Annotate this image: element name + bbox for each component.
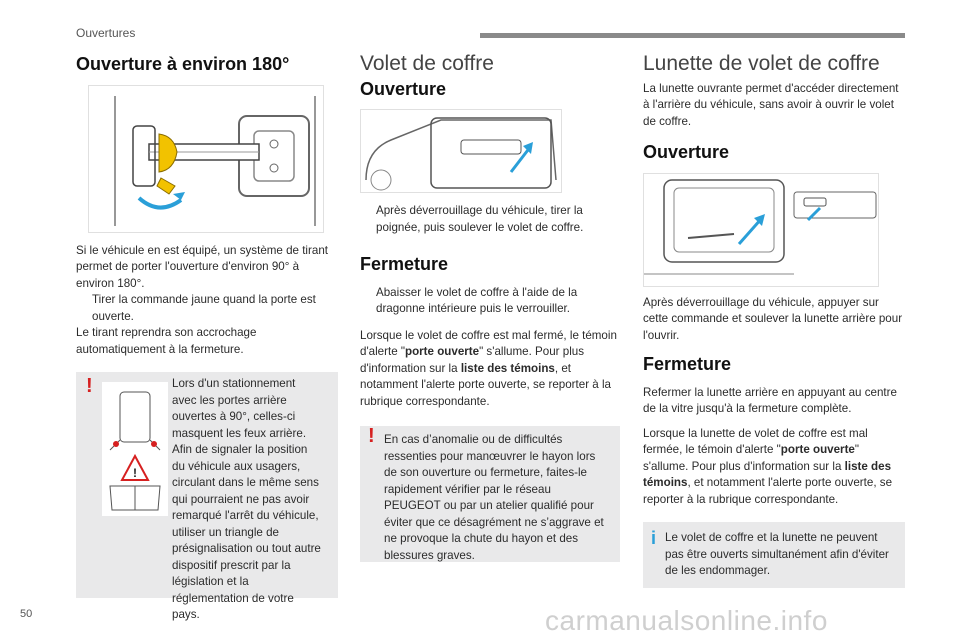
rear-window-opening-text: Après déverrouillage du véhicule, appuyer sur cette commande et soulever la lunette arrière pour l'ouvrir. xyxy=(643,295,903,342)
header-section-label: Ouvertures xyxy=(76,26,136,40)
warning-text-tailgate: En cas d’anomalie ou de difficultés ressenties pour manœuvrer le hayon lors de son ouverture ou fermeture, faites-le rapidement vérifier par le réseau PEUGEOT ou par un atelier qualifié pour éviter que ce désagrément ne s’aggrave et ne provoque la chute du hayon et des blessures graves. xyxy=(384,433,604,562)
parked-van-illustration xyxy=(102,382,168,516)
watermark: carmanualsonline.info xyxy=(545,605,828,636)
rear-window-door-open-alert xyxy=(643,426,905,509)
warning-icon: ! xyxy=(368,425,375,447)
rear-window-button-drawing xyxy=(644,174,878,286)
info-icon: i xyxy=(651,528,657,548)
bold-door-open: porte ouverte xyxy=(405,345,480,358)
warning-text-rear-lights: Lors d'un stationnement avec les portes arrière ouvertes à 90°, celles-ci masquent les feux arrière. Afin de signaler la position du véhicule aux usagers, circulant dans le même sens qui pourraient ne pas avoir remarqué l'arrêt du véhicule, utiliser un triangle de présignalisation ou tout autre dispositif prescrit par la législation et la réglementation de votre pays. xyxy=(172,377,321,621)
bold-warning-lamps-list: liste des témoins xyxy=(460,361,555,375)
info-box-simultaneous-opening xyxy=(643,522,905,588)
svg-text:!: ! xyxy=(133,466,137,480)
column-tailgate xyxy=(360,52,620,562)
page-number: 50 xyxy=(20,608,33,620)
door-180-intro: Si le véhicule en est équipé, un système de tirant permet de porter l'ouverture d'environ 90° à environ 180°. xyxy=(76,243,328,290)
warning-icon: ! xyxy=(86,375,93,397)
tailgate-handle-drawing xyxy=(361,110,561,192)
column-door-opening xyxy=(76,54,338,621)
door-tie-rod-illustration xyxy=(88,85,324,233)
subheading-opening: Ouverture xyxy=(643,142,730,162)
tailgate-closing-text: Abaisser le volet de coffre à l'aide de la dragonne intérieure puis le verrouiller. xyxy=(376,285,578,315)
section-title-tailgate: Volet de coffre xyxy=(360,52,494,75)
header-bar xyxy=(480,33,905,38)
door-180-bullet-text: Tirer la commande jaune quand la porte est ouverte. xyxy=(92,293,316,323)
subheading-closing: Fermeture xyxy=(360,254,449,274)
door-180-bullet xyxy=(76,292,338,325)
tailgate-closing-bullet xyxy=(360,285,620,318)
parked-van-drawing xyxy=(102,382,168,516)
tailgate-opening-bullet xyxy=(360,203,620,236)
text-part: , et notamment l'alerte porte ouverte, se reporter à la rubrique correspondante. xyxy=(643,476,893,506)
section-title-rear-window: Lunette de volet de coffre xyxy=(643,52,880,75)
text-part: , et notamment l'alerte porte ouverte, se reporter à la rubrique correspondante. xyxy=(360,361,611,408)
tailgate-opening-text: Après déverrouillage du véhicule, tirer la poignée, puis soulever le volet de coffre. xyxy=(376,204,584,234)
rear-window-closing-text: Refermer la lunette arrière en appuyant au centre de la vitre jusqu'à la fermeture complète. xyxy=(643,385,897,415)
rear-window-intro: La lunette ouvrante permet d'accéder directement à l'arrière du véhicule, sans avoir à ouvrir le volet de coffre. xyxy=(643,81,899,128)
rear-window-button-illustration xyxy=(643,173,879,287)
subheading-opening: Ouverture xyxy=(360,78,447,99)
subheading-closing: Fermeture xyxy=(643,354,732,374)
info-text: Le volet de coffre et la lunette ne peuvent pas être ouverts simultanément afin d'éviter de les endommager. xyxy=(665,531,889,577)
column-rear-window xyxy=(643,52,905,588)
tailgate-handle-illustration xyxy=(360,109,562,193)
door-tie-rod-drawing xyxy=(89,86,323,232)
bold-warning-lamps-list: liste des témoins xyxy=(643,459,892,489)
bold-door-open: porte ouverte xyxy=(780,443,855,456)
warning-box-tailgate xyxy=(360,426,620,562)
tailgate-door-open-alert xyxy=(360,328,620,411)
door-180-after: Le tirant reprendra son accrochage automatiquement à la fermeture. xyxy=(76,326,257,356)
warning-box-rear-lights xyxy=(76,372,338,621)
text-part: " s'allume. Pour plus d'information sur la xyxy=(360,345,585,375)
text-part: Lorsque le volet de coffre est mal fermé, le témoin d'alerte " xyxy=(360,328,617,358)
text-part: Lorsque la lunette de volet de coffre est mal fermée, le témoin d'alerte " xyxy=(643,426,868,456)
text-part: " s'allume. Pour plus d'information sur la xyxy=(643,443,860,473)
section-title-door-180: Ouverture à environ 180° xyxy=(76,54,290,74)
